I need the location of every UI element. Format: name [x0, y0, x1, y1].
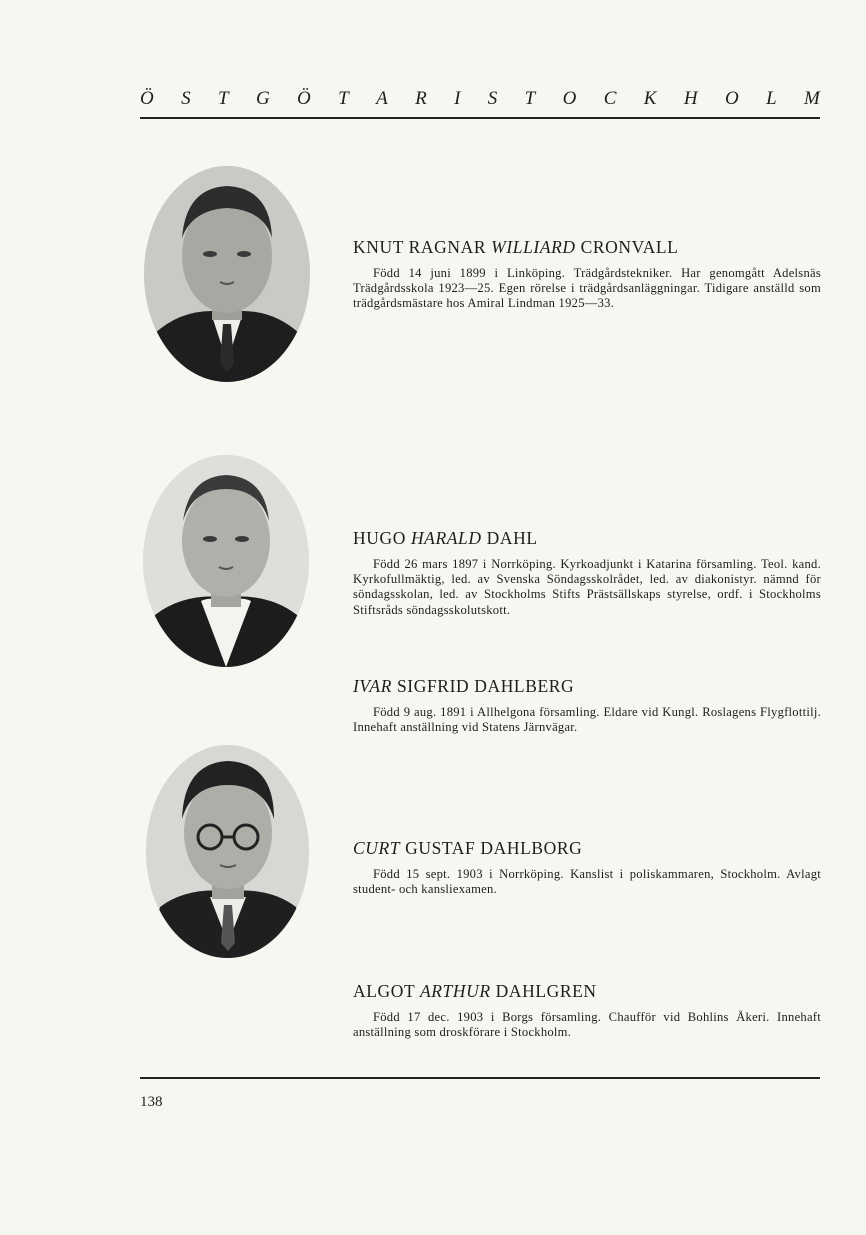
header-letter: S — [181, 88, 191, 109]
portrait-photo-dahl — [143, 455, 309, 667]
name-part-italic: WILLIARD — [491, 237, 576, 257]
entry-dahl — [353, 528, 821, 618]
name-part: HUGO — [353, 528, 411, 548]
biography-text: Född 26 mars 1897 i Norrköping. Kyrkoadjunkt i Katarina församling. Teol. kand. Kyrkofullmäktig, led. av Svenska Söndagsskolrådet, led. av diakonistyr. nämnd för söndagsskolan, led. av Stockholms Stifts Prästsällskaps styrelse, ordf. i Stockholms Stiftsråds söndagsskolutskott. — [353, 557, 821, 617]
header-letter: T — [524, 88, 536, 109]
biography-text: Född 14 juni 1899 i Linköping. Trädgårdstekniker. Har genomgått Adelsnäs Trädgårdsskola 1923—25. Egen rörelse i trädgårdsanläggningar. Tidigare anställd som trädgårdsmästare hos Amiral Lindman 1925—33. — [353, 266, 821, 311]
header-letter: H — [683, 88, 698, 109]
header-letter: L — [766, 88, 777, 109]
name-part-italic: HARALD — [410, 528, 482, 548]
header-letter: S — [487, 88, 498, 109]
name-part: KNUT RAGNAR — [353, 237, 492, 257]
name-part: ALGOT — [353, 981, 420, 1001]
entry-dahlborg — [353, 838, 821, 897]
header-letter: T — [338, 88, 349, 109]
person-name — [353, 528, 821, 549]
name-part: GUSTAF DAHLBORG — [400, 838, 583, 858]
name-part: SIGFRID DAHLBERG — [392, 676, 575, 696]
name-part-italic: IVAR — [353, 676, 392, 696]
header-letter: Ö — [140, 88, 154, 109]
name-part-italic: ARTHUR — [419, 981, 491, 1001]
name-part: DAHL — [481, 528, 538, 548]
header-letter: O — [562, 88, 577, 109]
header-letter: O — [724, 88, 739, 109]
biography-text: Född 15 sept. 1903 i Norrköping. Kanslist i poliskammaren, Stockholm. Avlagt student- och kansliexamen. — [353, 867, 821, 897]
header-letter: I — [454, 88, 461, 109]
entry-dahlgren — [353, 981, 821, 1040]
header-letter: C — [603, 88, 617, 109]
running-header — [140, 88, 820, 110]
header-letter: Ö — [297, 88, 311, 109]
entry-cronvall — [353, 237, 821, 312]
portrait-photo-cronvall — [144, 166, 310, 382]
header-letter: M — [804, 88, 820, 109]
header-letter: K — [643, 88, 657, 109]
name-part-italic: CURT — [353, 838, 401, 858]
page-number: 138 — [140, 1094, 163, 1110]
biography-text: Född 9 aug. 1891 i Allhelgona församling. Eldare vid Kungl. Roslagens Flygflottilj. Innehaft anställning vid Statens Järnvägar. — [353, 705, 821, 735]
header-letter: T — [217, 88, 229, 109]
name-part: DAHLGREN — [490, 981, 597, 1001]
header-letter: R — [415, 88, 427, 109]
header-letter: G — [255, 88, 270, 109]
name-part: CRONVALL — [575, 237, 679, 257]
biography-text: Född 17 dec. 1903 i Borgs församling. Chaufför vid Bohlins Åkeri. Innehaft anställning som droskförare i Stockholm. — [353, 1010, 821, 1040]
footer-rule — [140, 1077, 820, 1079]
person-name — [353, 676, 821, 697]
entry-dahlberg — [353, 676, 821, 735]
person-name — [353, 237, 821, 258]
person-name — [353, 838, 821, 859]
header-rule — [140, 117, 820, 119]
person-name — [353, 981, 821, 1002]
portrait-photo-dahlborg — [146, 745, 309, 958]
header-letter: A — [376, 88, 388, 109]
